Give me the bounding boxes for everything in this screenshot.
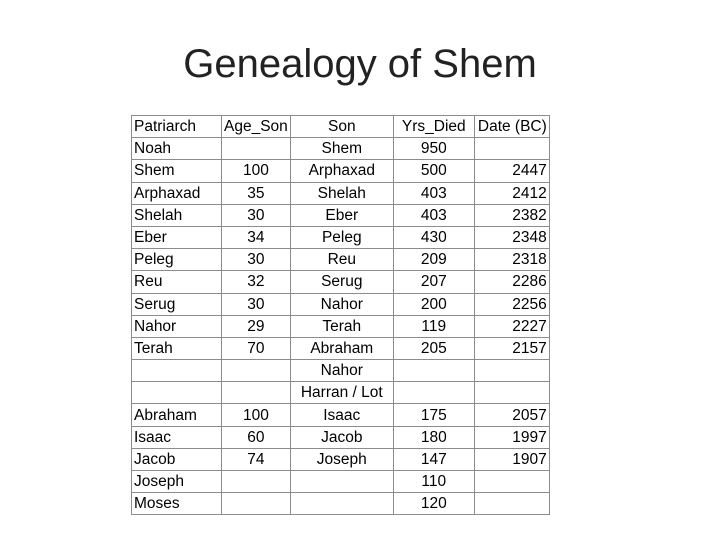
patriarch-cell: [132, 360, 222, 382]
patriarch-cell: Eber: [132, 226, 222, 248]
table-row: [132, 448, 550, 470]
son-cell: Arphaxad: [290, 160, 393, 182]
age-son-cell: 70: [222, 337, 291, 359]
patriarch-cell: Shelah: [132, 204, 222, 226]
date-bc-cell: 2412: [474, 182, 549, 204]
table-row: [132, 337, 550, 359]
date-bc-cell: 2286: [474, 271, 549, 293]
genealogy-table: [131, 115, 550, 515]
column-header-date-bc: Date (BC): [474, 116, 549, 138]
date-bc-cell: [474, 138, 549, 160]
patriarch-cell: Terah: [132, 337, 222, 359]
column-header-age-son: Age_Son: [222, 116, 291, 138]
date-bc-cell: 2256: [474, 293, 549, 315]
yrs-died-cell: [393, 360, 474, 382]
son-cell: Isaac: [290, 404, 393, 426]
patriarch-cell: Jacob: [132, 448, 222, 470]
age-son-cell: 60: [222, 426, 291, 448]
yrs-died-cell: 205: [393, 337, 474, 359]
patriarch-cell: Nahor: [132, 315, 222, 337]
yrs-died-cell: 175: [393, 404, 474, 426]
date-bc-cell: 2157: [474, 337, 549, 359]
son-cell: Abraham: [290, 337, 393, 359]
age-son-cell: [222, 493, 291, 515]
son-cell: Harran / Lot: [290, 382, 393, 404]
date-bc-cell: 1997: [474, 426, 549, 448]
table-row: [132, 471, 550, 493]
son-cell: [290, 471, 393, 493]
yrs-died-cell: 200: [393, 293, 474, 315]
patriarch-cell: Moses: [132, 493, 222, 515]
patriarch-cell: Serug: [132, 293, 222, 315]
age-son-cell: 100: [222, 160, 291, 182]
patriarch-cell: [132, 382, 222, 404]
age-son-cell: [222, 138, 291, 160]
son-cell: Serug: [290, 271, 393, 293]
son-cell: Joseph: [290, 448, 393, 470]
table-row: [132, 404, 550, 426]
date-bc-cell: 2318: [474, 249, 549, 271]
yrs-died-cell: 207: [393, 271, 474, 293]
patriarch-cell: Isaac: [132, 426, 222, 448]
age-son-cell: [222, 382, 291, 404]
page-title: Genealogy of Shem: [183, 42, 537, 86]
column-header-patriarch: Patriarch: [132, 116, 222, 138]
yrs-died-cell: [393, 382, 474, 404]
age-son-cell: 74: [222, 448, 291, 470]
yrs-died-cell: 403: [393, 182, 474, 204]
date-bc-cell: 2348: [474, 226, 549, 248]
date-bc-cell: 2382: [474, 204, 549, 226]
date-bc-cell: 1907: [474, 448, 549, 470]
son-cell: Peleg: [290, 226, 393, 248]
son-cell: Terah: [290, 315, 393, 337]
patriarch-cell: Arphaxad: [132, 182, 222, 204]
patriarch-cell: Shem: [132, 160, 222, 182]
table-row: [132, 382, 550, 404]
age-son-cell: [222, 360, 291, 382]
yrs-died-cell: 120: [393, 493, 474, 515]
yrs-died-cell: 500: [393, 160, 474, 182]
yrs-died-cell: 110: [393, 471, 474, 493]
table-row: [132, 160, 550, 182]
table-row: [132, 426, 550, 448]
column-header-son: Son: [290, 116, 393, 138]
son-cell: Shelah: [290, 182, 393, 204]
age-son-cell: [222, 471, 291, 493]
son-cell: Jacob: [290, 426, 393, 448]
column-header-yrs-died: Yrs_Died: [393, 116, 474, 138]
table-row: [132, 493, 550, 515]
age-son-cell: 100: [222, 404, 291, 426]
son-cell: Nahor: [290, 360, 393, 382]
table-body: [132, 138, 550, 515]
yrs-died-cell: 180: [393, 426, 474, 448]
patriarch-cell: Abraham: [132, 404, 222, 426]
yrs-died-cell: 403: [393, 204, 474, 226]
table-row: [132, 226, 550, 248]
son-cell: Reu: [290, 249, 393, 271]
age-son-cell: 34: [222, 226, 291, 248]
patriarch-cell: Reu: [132, 271, 222, 293]
date-bc-cell: [474, 471, 549, 493]
age-son-cell: 29: [222, 315, 291, 337]
yrs-died-cell: 950: [393, 138, 474, 160]
date-bc-cell: 2057: [474, 404, 549, 426]
age-son-cell: 30: [222, 204, 291, 226]
yrs-died-cell: 147: [393, 448, 474, 470]
yrs-died-cell: 119: [393, 315, 474, 337]
son-cell: [290, 493, 393, 515]
age-son-cell: 32: [222, 271, 291, 293]
table-row: [132, 360, 550, 382]
patriarch-cell: Joseph: [132, 471, 222, 493]
table-row: [132, 271, 550, 293]
table-row: [132, 138, 550, 160]
yrs-died-cell: 430: [393, 226, 474, 248]
table-header-row: [132, 116, 550, 138]
table-row: [132, 204, 550, 226]
table-row: [132, 293, 550, 315]
son-cell: Shem: [290, 138, 393, 160]
date-bc-cell: [474, 493, 549, 515]
table-row: [132, 315, 550, 337]
age-son-cell: 35: [222, 182, 291, 204]
age-son-cell: 30: [222, 249, 291, 271]
date-bc-cell: 2447: [474, 160, 549, 182]
age-son-cell: 30: [222, 293, 291, 315]
table-row: [132, 182, 550, 204]
patriarch-cell: Peleg: [132, 249, 222, 271]
son-cell: Nahor: [290, 293, 393, 315]
date-bc-cell: 2227: [474, 315, 549, 337]
patriarch-cell: Noah: [132, 138, 222, 160]
date-bc-cell: [474, 360, 549, 382]
yrs-died-cell: 209: [393, 249, 474, 271]
date-bc-cell: [474, 382, 549, 404]
table-row: [132, 249, 550, 271]
son-cell: Eber: [290, 204, 393, 226]
